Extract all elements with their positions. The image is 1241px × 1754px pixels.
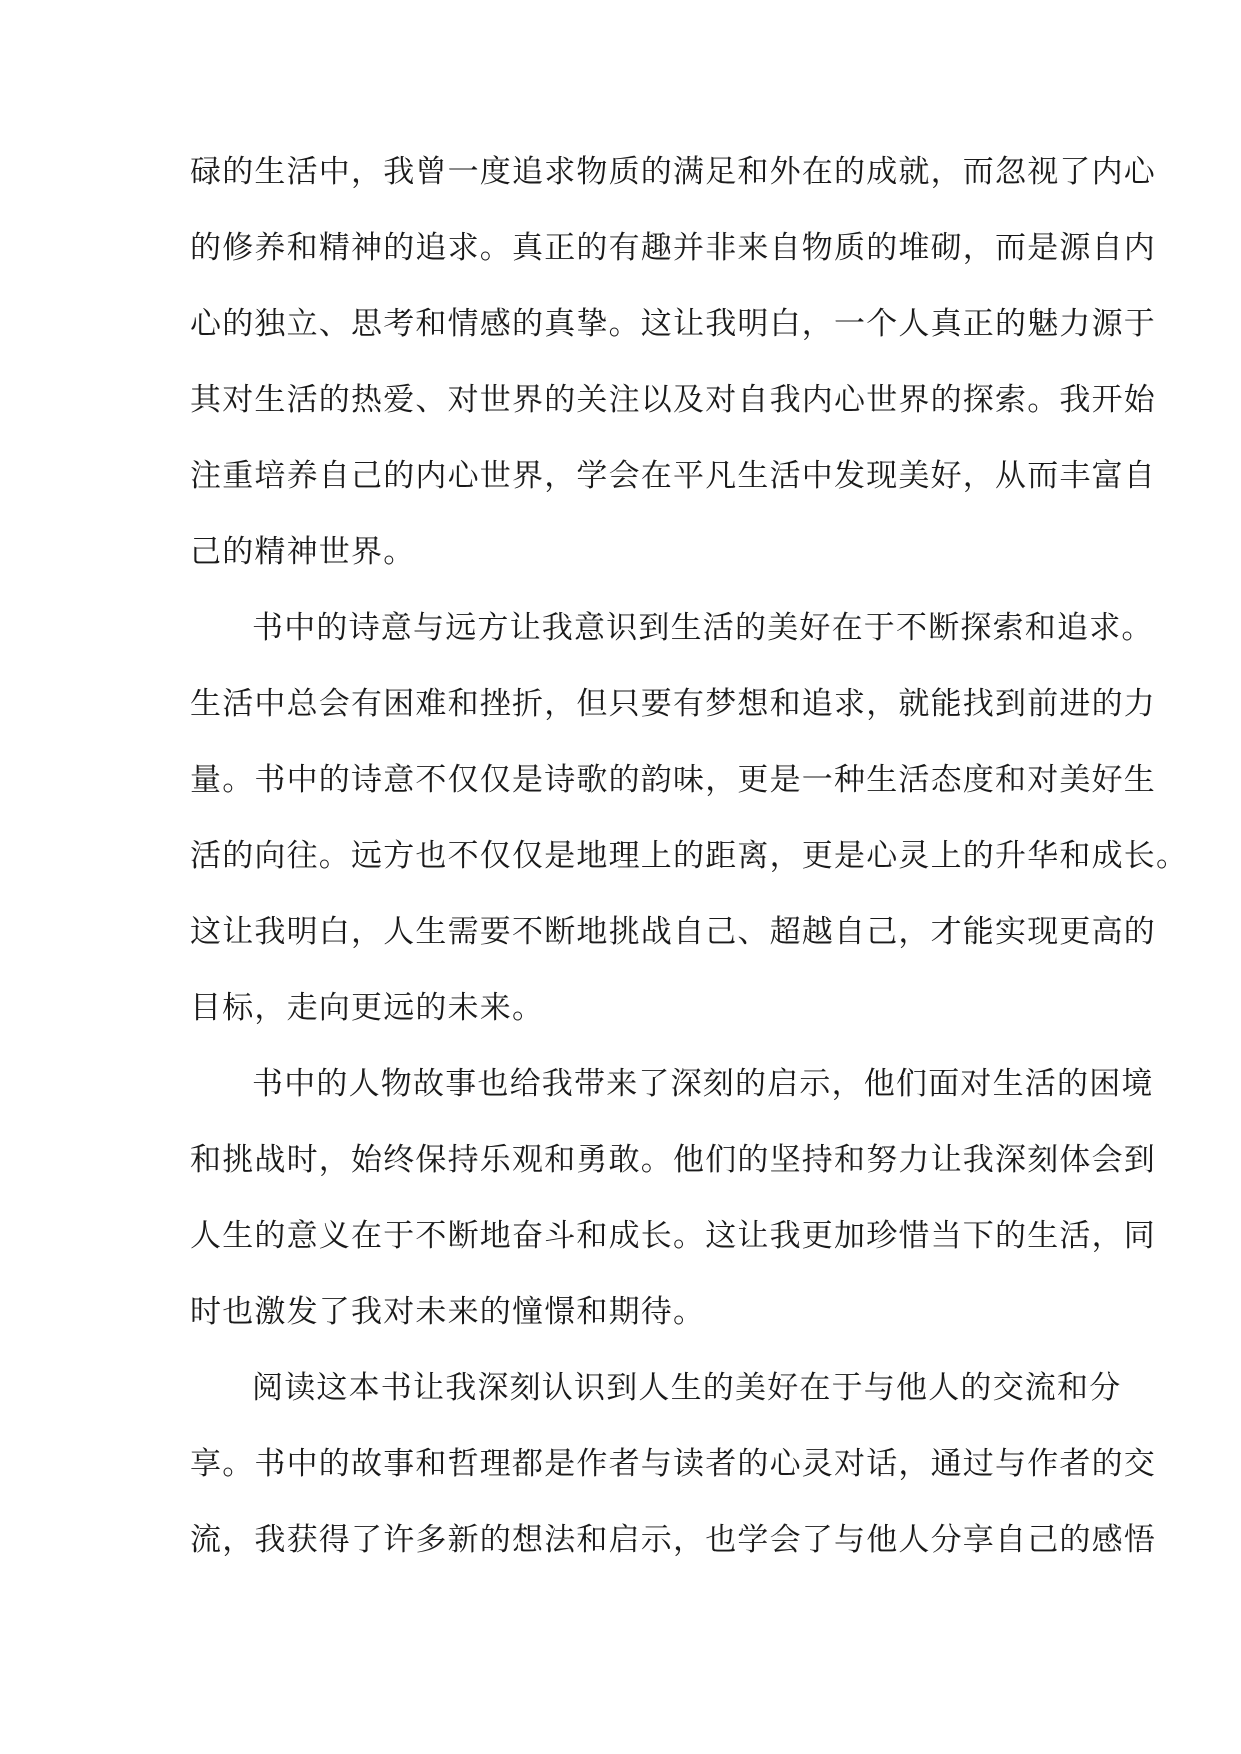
text-line: 注重培养自己的内心世界，学会在平凡生活中发现美好，从而丰富自 [190,458,1156,494]
text-line: 量。书中的诗意不仅仅是诗歌的韵味，更是一种生活态度和对美好生 [190,762,1156,798]
text-line: 目标，走向更远的未来。 [190,990,545,1026]
paragraph-4 [190,1358,1156,1586]
text-line: 书中的诗意与远方让我意识到生活的美好在于不断探索和追求。 [252,610,1154,646]
text-line: 己的精神世界。 [190,534,416,570]
text-line: 碌的生活中，我曾一度追求物质的满足和外在的成就，而忽视了内心 [190,154,1156,190]
text-line: 阅读这本书让我深刻认识到人生的美好在于与他人的交流和分 [252,1370,1122,1406]
text-line: 活的向往。远方也不仅仅是地理上的距离，更是心灵上的升华和成长。 [190,838,1189,874]
paragraph-2 [190,598,1189,1054]
text-line: 心的独立、思考和情感的真挚。这让我明白，一个人真正的魅力源于 [190,306,1156,342]
text-line: 和挑战时，始终保持乐观和勇敢。他们的坚持和努力让我深刻体会到 [190,1142,1156,1178]
text-line: 其对生活的热爱、对世界的关注以及对自我内心世界的探索。我开始 [190,382,1156,418]
text-line: 流，我获得了许多新的想法和启示，也学会了与他人分享自己的感悟 [190,1522,1156,1558]
text-line: 人生的意义在于不断地奋斗和成长。这让我更加珍惜当下的生活，同 [190,1218,1156,1254]
paragraph-1 [190,142,1156,598]
text-line: 时也激发了我对未来的憧憬和期待。 [190,1294,706,1330]
body-text [190,142,1189,1586]
text-line: 享。书中的故事和哲理都是作者与读者的心灵对话，通过与作者的交 [190,1446,1156,1482]
text-line: 的修养和精神的追求。真正的有趣并非来自物质的堆砌，而是源自内 [190,230,1156,266]
text-line: 这让我明白，人生需要不断地挑战自己、超越自己，才能实现更高的 [190,914,1156,950]
paragraph-3 [190,1054,1156,1358]
text-line: 生活中总会有困难和挫折，但只要有梦想和追求，就能找到前进的力 [190,686,1156,722]
text-line: 书中的人物故事也给我带来了深刻的启示，他们面对生活的困境 [252,1066,1154,1102]
